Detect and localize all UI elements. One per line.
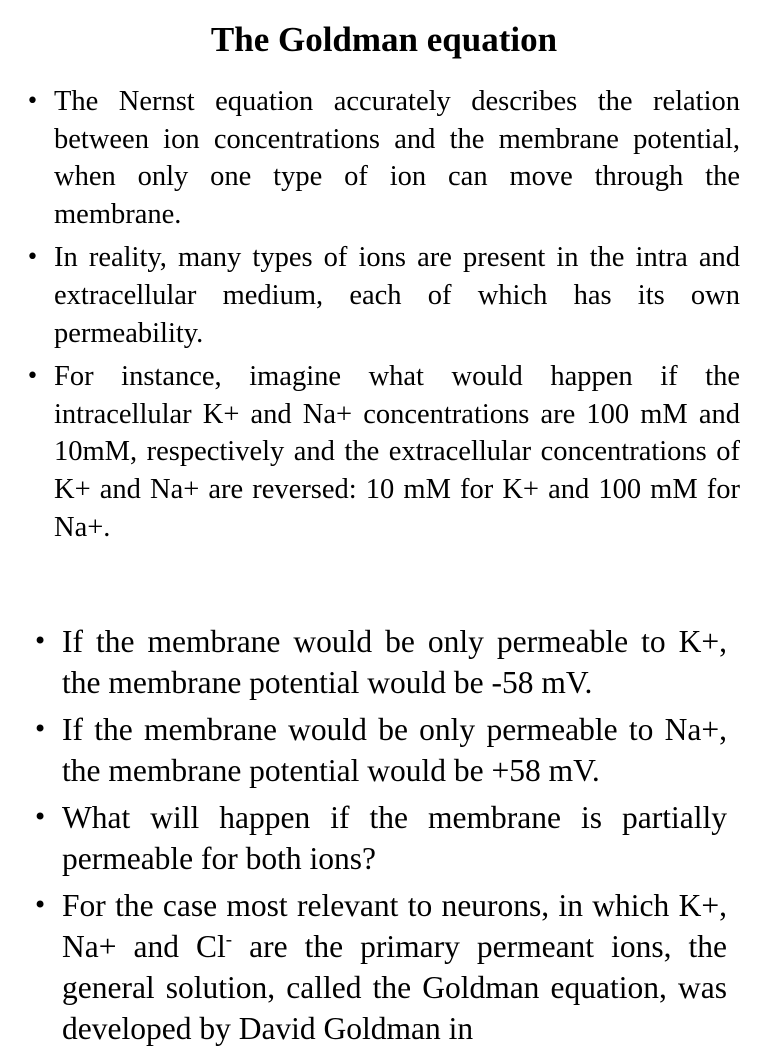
- list-item: [26, 83, 740, 233]
- bullet-icon: •: [26, 364, 39, 390]
- list-item-text: [62, 888, 727, 1046]
- bullet-icon: •: [26, 89, 39, 114]
- list-item-text: For instance, imagine what would happen if the intracellular K+ and Na+ concentrations are 100 mM and 10mM, respectively and the extracellular concentrations of K+ and Na+ are reversed: 10 mM for K+ and 100 mM for Na+.: [54, 361, 740, 543]
- chloride-charge-superscript: -: [225, 929, 233, 951]
- bullet-list-permeability: [33, 621, 727, 1055]
- list-item-text: If the membrane would be only permeable to Na+, the membrane potential would be +58 mV.: [62, 712, 727, 788]
- bullet-icon: •: [33, 627, 48, 655]
- slide-title: The Goldman equation: [210, 20, 558, 59]
- list-item: [33, 797, 727, 879]
- list-item: [26, 358, 740, 546]
- list-item-text-part: are the primary permeant ions, the general solution, called the Goldman equation, was developed by David Goldman in: [62, 929, 727, 1046]
- bullet-icon: •: [26, 245, 39, 271]
- list-item-text: If the membrane would be only permeable to K+, the membrane potential would be -58 mV.: [62, 624, 727, 700]
- bullet-list-intro: [26, 83, 740, 552]
- list-item: [33, 709, 727, 791]
- list-item-text: The Nernst equation accurately describes the relation between ion concentrations and the membrane potential, when only one type of ion can move through the membrane.: [54, 86, 740, 230]
- list-item-text-part: For the case most relevant to neurons, in which K+, Na+ and Cl: [62, 888, 727, 964]
- bullet-icon: •: [33, 715, 48, 743]
- bullet-icon: •: [33, 891, 48, 919]
- list-item: [33, 885, 727, 1049]
- list-item: [33, 621, 727, 703]
- list-item-text: What will happen if the membrane is partially permeable for both ions?: [62, 800, 727, 876]
- list-item: [26, 239, 740, 352]
- bullet-icon: •: [33, 803, 48, 831]
- list-item-text: In reality, many types of ions are present in the intra and extracellular medium, each of which has its own permeability.: [54, 242, 740, 349]
